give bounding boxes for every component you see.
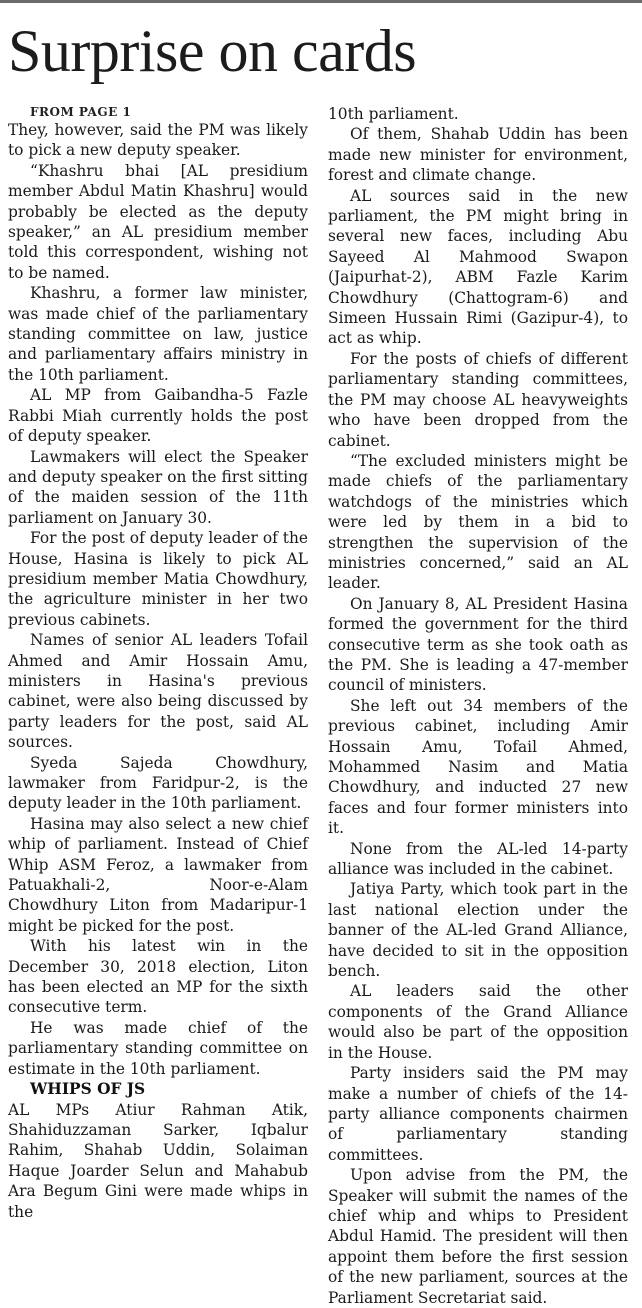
paragraph: With his latest win in the December 30, 2018 election, Liton has been elected an MP for the sixth consecutive term. [8, 937, 308, 1017]
paragraph: AL leaders said the other components of the Grand Alliance would also be part of the opposition in the House. [328, 982, 628, 1062]
paragraph: 10th parliament. [328, 105, 459, 123]
paragraph: “The excluded ministers might be made chiefs of the parliamentary watchdogs of the ministries which were led by them in a bid to strengthen the supervision of the ministries concerned,” said an AL leader. [328, 451, 628, 593]
paragraph: Party insiders said the PM may make a number of chiefs of the 14-party alliance components chairmen of parliamentary standing committees. [328, 1064, 628, 1164]
paragraph: AL sources said in the new parliament, the PM might bring in several new faces, including Abu Sayeed Al Mahmood Swapon (Jaipurhat-2), ABM Fazle Karim Chowdhury (Chattogram-6) and Simeen Hussain Rimi (Gazipur-4), to act as whip. [328, 186, 628, 348]
paragraph: Khashru, a former law minister, was made chief of the parliamentary standing committee on law, justice and parliamentary affairs ministry in the 10th parliament. [8, 284, 308, 384]
paragraph: For the posts of chiefs of different parliamentary standing committees, the PM may choose AL heavyweights who have been dropped from the cabinet. [328, 349, 628, 450]
paragraph: Of them, Shahab Uddin has been made new minister for environment, forest and climate change. [328, 125, 628, 185]
paragraph: Syeda Sajeda Chowdhury, lawmaker from Faridpur-2, is the deputy leader in the 10th parliament. [8, 753, 308, 813]
section-subhead: WHIPS OF JS [30, 1080, 146, 1099]
top-rule [0, 0, 642, 3]
paragraph: Jatiya Party, which took part in the last national election under the banner of the AL-led Grand Alliance, have decided to sit in the opposition bench. [328, 880, 628, 981]
paragraph: They, however, said the PM was likely to pick a new deputy speaker. [8, 121, 308, 160]
continued-from-label: FROM PAGE 1 [30, 105, 132, 119]
paragraph: Lawmakers will elect the Speaker and deputy speaker on the first sitting of the maiden session of the 11th parliament on January 30. [8, 447, 308, 527]
paragraph: None from the AL-led 14-party alliance was included in the cabinet. [328, 839, 628, 879]
headline: Surprise on cards [8, 18, 417, 84]
paragraph: For the post of deputy leader of the House, Hasina is likely to pick AL presidium member Matia Chowdhury, the agriculture minister in her two previous cabinets. [8, 529, 308, 629]
article-column-right [328, 104, 628, 1308]
paragraph: Upon advise from the PM, the Speaker will submit the names of the chief whip and whips to President Abdul Hamid. The president will then appoint them before the first session of the new parliament, sources at the Parliament Secretariat said. [328, 1166, 628, 1307]
paragraph: He was made chief of the parliamentary standing committee on estimate in the 10th parliament. [8, 1018, 308, 1078]
paragraph: Names of senior AL leaders Tofail Ahmed and Amir Hossain Amu, ministers in Hasina's previous cabinet, were also being discussed by party leaders for the post, said AL sources. [8, 631, 308, 752]
paragraph: Hasina may also select a new chief whip of parliament. Instead of Chief Whip ASM Feroz, a lawmaker from Patuakhali-2, Noor-e-Alam Chowdhury Liton from Madaripur-1 might be picked for the post. [8, 814, 308, 935]
paragraph: She left out 34 members of the previous cabinet, including Amir Hossain Amu, Tofail Ahmed, Mohammed Nasim and Matia Chowdhury, and inducted 27 new faces and four former ministers into it. [328, 696, 628, 838]
paragraph: “Khashru bhai [AL presidium member Abdul Matin Khashru] would probably be elected as the deputy speaker,” an AL presidium member told this correspondent, wishing not to be named. [8, 161, 308, 282]
paragraph: AL MP from Gaibandha-5 Fazle Rabbi Miah currently holds the post of deputy speaker. [8, 386, 308, 446]
paragraph: On January 8, AL President Hasina formed the government for the third consecutive term as she took oath as the PM. She is leading a 47-member council of ministers. [328, 594, 628, 695]
paragraph: AL MPs Atiur Rahman Atik, Shahiduzzaman Sarker, Iqbalur Rahim, Shahab Uddin, Solaiman Haque Joarder Selun and Mahabub Ara Begum Gini were made whips in the [8, 1100, 308, 1221]
article-column-left [8, 104, 308, 1222]
